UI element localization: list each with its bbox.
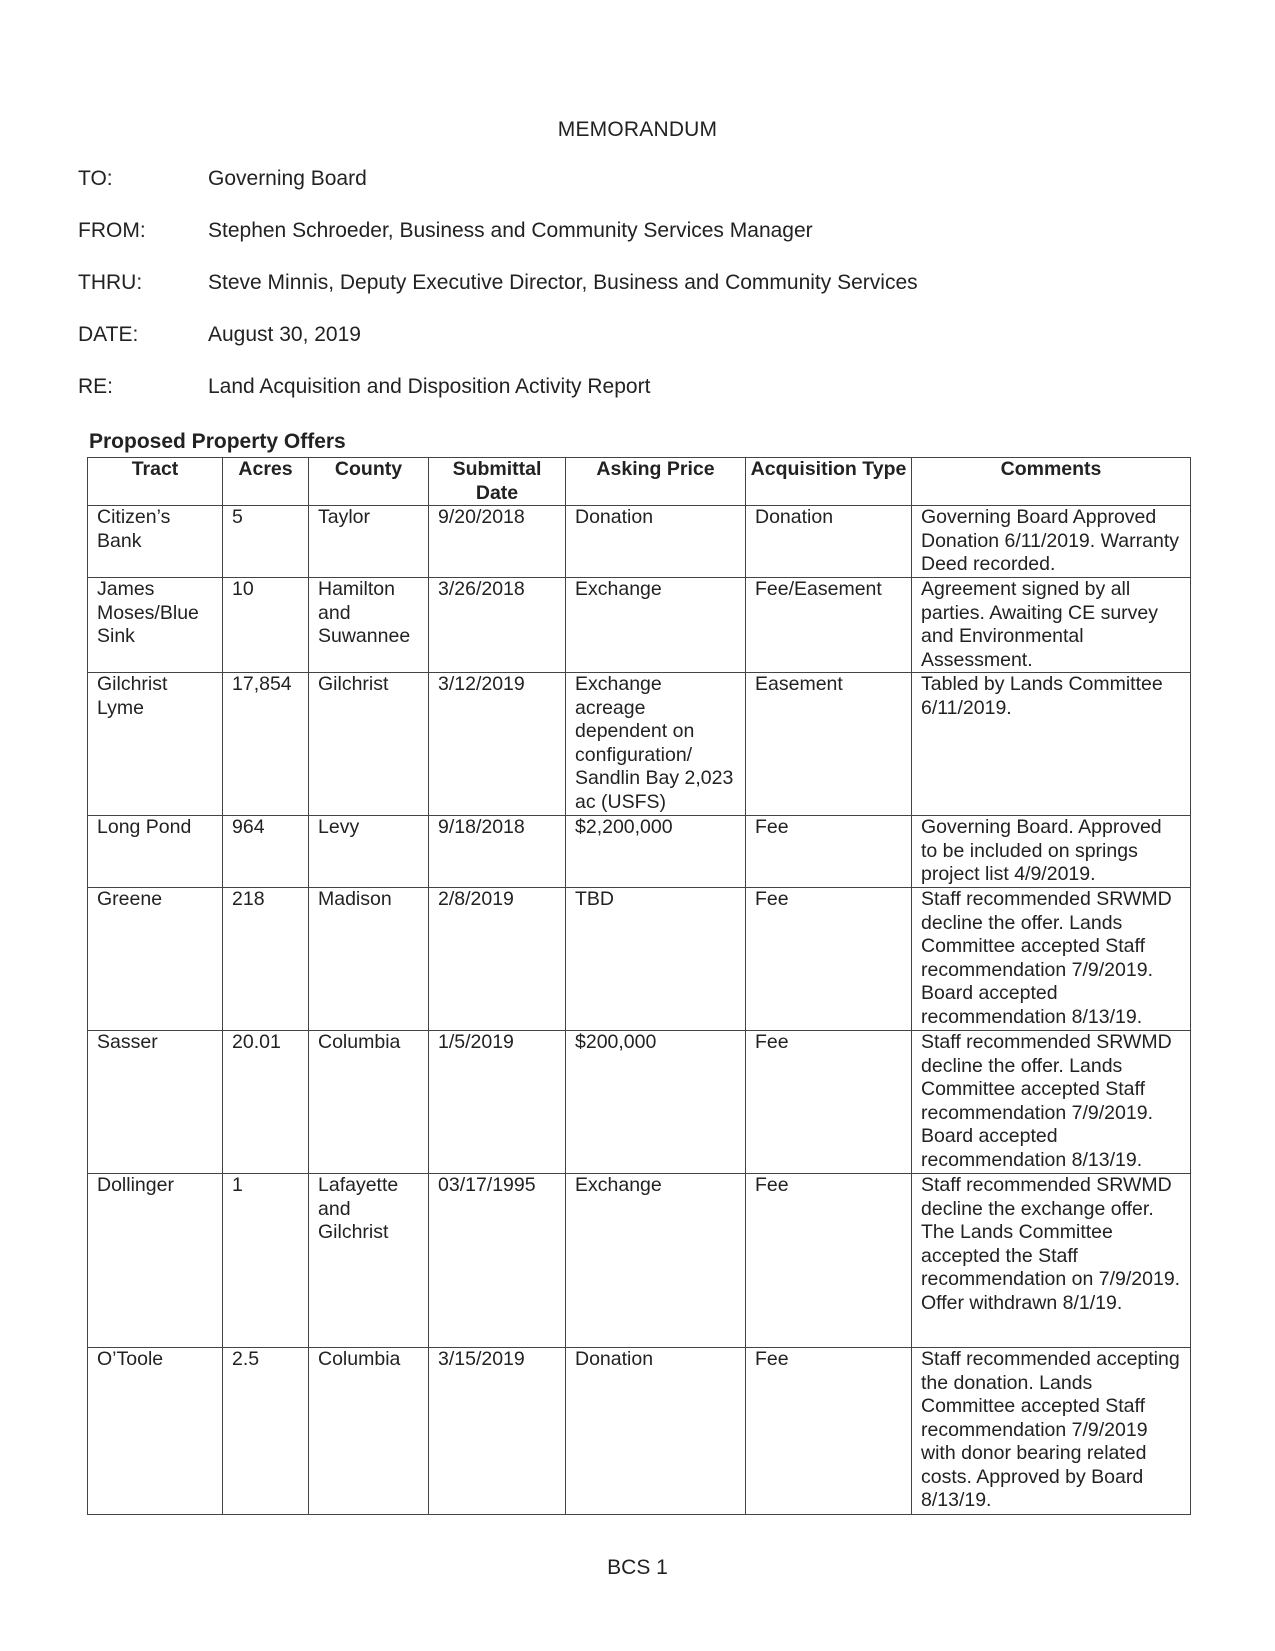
cell-submittal-date: 9/18/2018 [429,816,566,888]
cell-comments: Staff recommended SRWMD decline the offer. Lands Committee accepted Staff recommendation 7/9/2019. Board accepted recommendation 8/13/19. [912,888,1191,1031]
cell-acres: 20.01 [223,1031,309,1174]
cell-county: Madison [309,888,429,1031]
cell-acres: 10 [223,578,309,673]
cell-county: Hamilton and Suwannee [309,578,429,673]
cell-tract: Sasser [88,1031,223,1174]
cell-county: Gilchrist [309,673,429,816]
cell-submittal-date: 1/5/2019 [429,1031,566,1174]
header-asking-price: Asking Price [566,458,746,506]
cell-comments: Governing Board. Approved to be included on springs project list 4/9/2019. [912,816,1191,888]
table-row [88,1031,1191,1174]
cell-asking-price: Donation [566,506,746,578]
cell-tract: Citizen’s Bank [88,506,223,578]
cell-asking-price: Donation [566,1348,746,1515]
re-label: RE: [78,375,114,398]
table-row [88,673,1191,816]
cell-acquisition-type: Fee [746,1348,912,1515]
cell-asking-price: $2,200,000 [566,816,746,888]
cell-county: Levy [309,816,429,888]
cell-acquisition-type: Easement [746,673,912,816]
table-row [88,578,1191,673]
table-row [88,1348,1191,1515]
cell-asking-price: $200,000 [566,1031,746,1174]
cell-acquisition-type: Donation [746,506,912,578]
cell-acres: 1 [223,1174,309,1348]
cell-comments: Staff recommended SRWMD decline the offer. Lands Committee accepted Staff recommendation 7/9/2019. Board accepted recommendation 8/13/19. [912,1031,1191,1174]
cell-county: Lafayette and Gilchrist [309,1174,429,1348]
cell-comments: Staff recommended SRWMD decline the exchange offer. The Lands Committee accepted the Staff recommendation on 7/9/2019. Offer withdrawn 8/1/19. [912,1174,1191,1348]
cell-acquisition-type: Fee [746,816,912,888]
table-row [88,816,1191,888]
table-row [88,506,1191,578]
re-value: Land Acquisition and Disposition Activity Report [208,375,651,398]
cell-submittal-date: 03/17/1995 [429,1174,566,1348]
cell-acres: 17,854 [223,673,309,816]
cell-acres: 964 [223,816,309,888]
cell-tract: Long Pond [88,816,223,888]
cell-acres: 5 [223,506,309,578]
header-acquisition-type: Acquisition Type [746,458,912,506]
cell-acres: 218 [223,888,309,1031]
cell-submittal-date: 3/12/2019 [429,673,566,816]
cell-comments: Governing Board Approved Donation 6/11/2019. Warranty Deed recorded. [912,506,1191,578]
cell-county: Taylor [309,506,429,578]
cell-acquisition-type: Fee [746,1174,912,1348]
cell-submittal-date: 9/20/2018 [429,506,566,578]
cell-county: Columbia [309,1348,429,1515]
to-label: TO: [78,167,113,190]
cell-tract: Greene [88,888,223,1031]
table-row [88,888,1191,1031]
thru-value: Steve Minnis, Deputy Executive Director, Business and Community Services [208,271,918,294]
cell-acquisition-type: Fee/Easement [746,578,912,673]
header-tract: Tract [88,458,223,506]
header-submittal-date: Submittal Date [429,458,566,506]
cell-comments: Agreement signed by all parties. Awaiting CE survey and Environmental Assessment. [912,578,1191,673]
from-value: Stephen Schroeder, Business and Community Services Manager [208,219,813,242]
cell-asking-price: TBD [566,888,746,1031]
cell-acres: 2.5 [223,1348,309,1515]
page-footer: BCS 1 [607,1556,668,1579]
to-value: Governing Board [208,167,367,190]
cell-comments: Staff recommended accepting the donation. Lands Committee accepted Staff recommendation 7/9/2019 with donor bearing related costs. Approved by Board 8/13/19. [912,1348,1191,1515]
header-comments: Comments [912,458,1191,506]
cell-asking-price: Exchange acreage dependent on configuration/ Sandlin Bay 2,023 ac (USFS) [566,673,746,816]
thru-label: THRU: [78,271,143,294]
section-title: Proposed Property Offers [89,430,346,453]
date-label: DATE: [78,323,139,346]
cell-tract: James Moses/Blue Sink [88,578,223,673]
cell-comments: Tabled by Lands Committee 6/11/2019. [912,673,1191,816]
cell-asking-price: Exchange [566,578,746,673]
memo-title: MEMORANDUM [557,118,718,141]
table-header-row [88,458,1191,506]
cell-tract: O’Toole [88,1348,223,1515]
cell-asking-price: Exchange [566,1174,746,1348]
header-acres: Acres [223,458,309,506]
cell-acquisition-type: Fee [746,1031,912,1174]
table-row [88,1174,1191,1348]
cell-county: Columbia [309,1031,429,1174]
date-value: August 30, 2019 [208,323,361,346]
cell-submittal-date: 3/26/2018 [429,578,566,673]
cell-tract: Dollinger [88,1174,223,1348]
property-offers-table [87,457,1191,1515]
cell-acquisition-type: Fee [746,888,912,1031]
cell-tract: Gilchrist Lyme [88,673,223,816]
header-county: County [309,458,429,506]
cell-submittal-date: 3/15/2019 [429,1348,566,1515]
cell-submittal-date: 2/8/2019 [429,888,566,1031]
from-label: FROM: [78,219,146,242]
